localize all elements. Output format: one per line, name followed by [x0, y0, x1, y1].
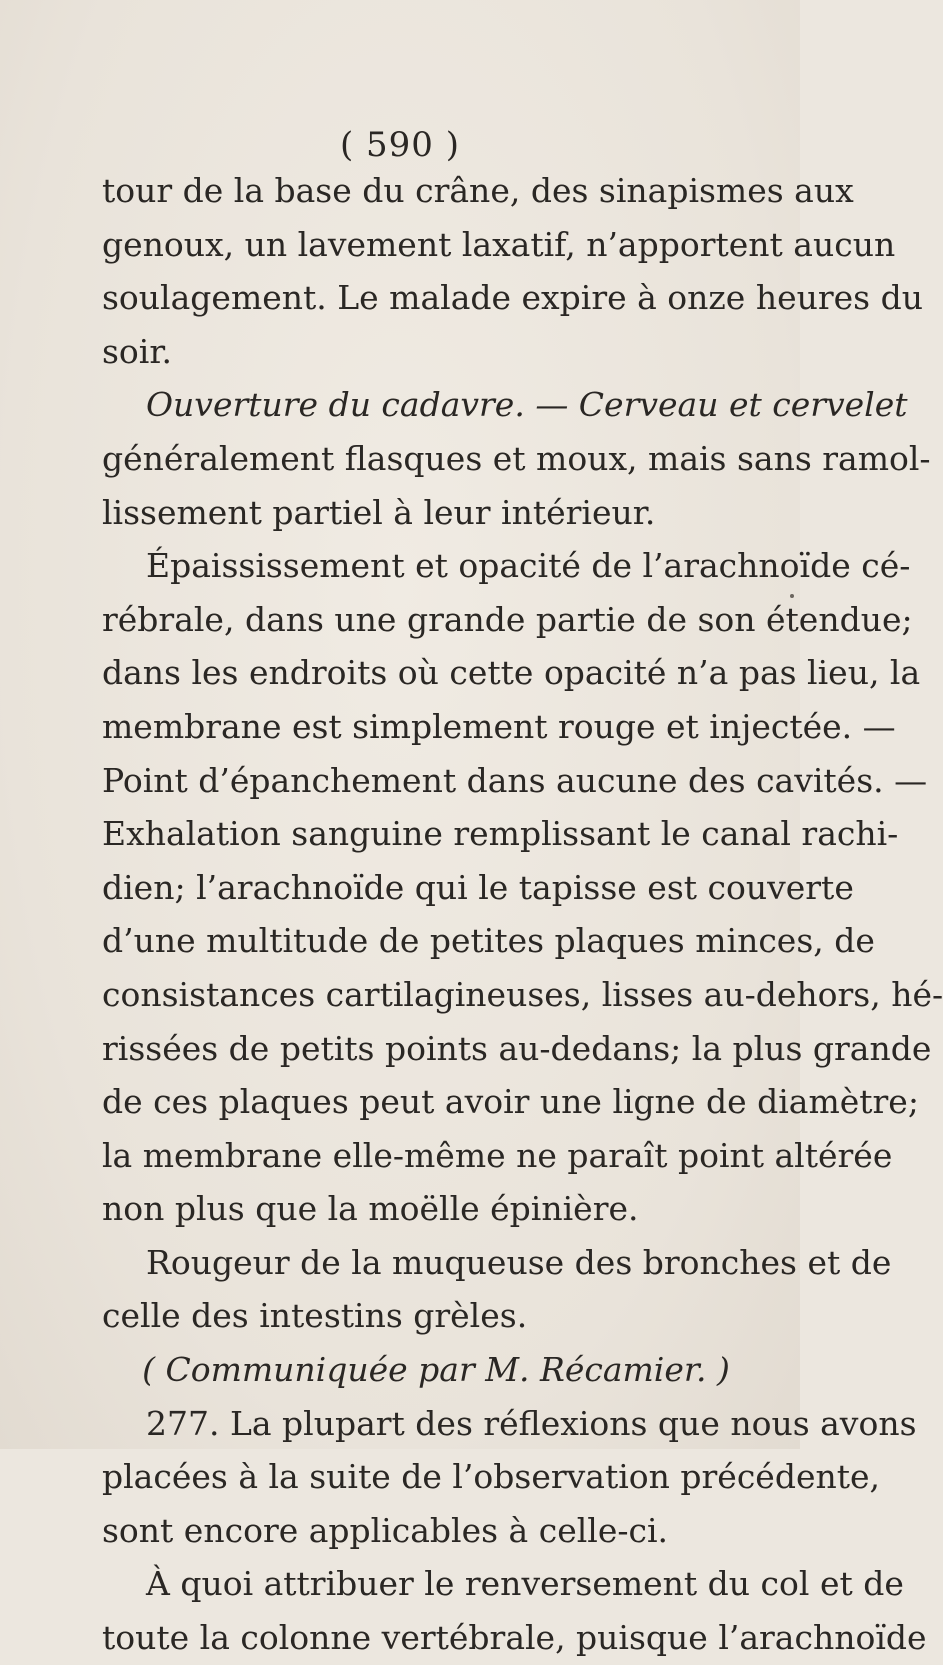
text-line: genoux, un lavement laxatif, n’apportent aucun — [102, 224, 896, 264]
text-line: toute la colonne vertébrale, puisque l’arachnoïde — [102, 1618, 927, 1658]
text-line: rébrale, dans une grande partie de son étendue; — [102, 599, 913, 639]
margin-dot-mark — [790, 594, 794, 598]
text-line: d’une multitude de petites plaques minces, de — [102, 921, 875, 961]
text-line: dien; l’arachnoïde qui le tapisse est couverte — [102, 867, 854, 907]
text-line: Rougeur de la muqueuse des bronches et de — [146, 1242, 892, 1282]
text-line: celle des intestins grèles. — [102, 1296, 528, 1336]
text-line: de ces plaques peut avoir une ligne de diamètre; — [102, 1082, 919, 1122]
text-line: généralement flasques et moux, mais sans ramol- — [102, 438, 931, 478]
text-line: soulagement. Le malade expire à onze heures du — [102, 278, 923, 318]
text-line: Exhalation sanguine remplissant le canal rachi- — [102, 814, 899, 854]
text-line: lissement partiel à leur intérieur. — [102, 492, 656, 532]
page-number-header: ( 590 ) — [339, 125, 461, 165]
text-line: Point d’épanchement dans aucune des cavités. — — [102, 760, 928, 800]
text-line: Épaississement et opacité de l’arachnoïde cé- — [146, 546, 911, 586]
text-line: consistances cartilagineuses, lisses au-dehors, hé- — [102, 974, 943, 1014]
attribution-line: ( Communiquée par M. Récamier. ) — [142, 1350, 730, 1390]
text-line: À quoi attribuer le renversement du col et de — [146, 1564, 904, 1604]
text-line: non plus que la moëlle épinière. — [102, 1189, 639, 1229]
text-line: rissées de petits points au-dedans; la plus grande — [102, 1028, 932, 1068]
text-line: tour de la base du crâne, des sinapismes aux — [102, 171, 854, 210]
text-line: sont encore applicables à celle-ci. — [102, 1510, 669, 1550]
text-line: placées à la suite de l’observation précédente, — [102, 1457, 881, 1497]
text-line: dans les endroits où cette opacité n’a pas lieu, la — [102, 653, 921, 693]
text-line: 277. La plupart des réflexions que nous avons — [146, 1403, 917, 1443]
text-line: soir. — [102, 331, 172, 371]
text-line: membrane est simplement rouge et injectée. — — [102, 706, 896, 746]
text-line: la membrane elle-même ne paraît point altérée — [102, 1135, 893, 1175]
body-text — [102, 164, 943, 1665]
text-line: Ouverture du cadavre. — Cerveau et cervelet — [146, 385, 908, 425]
